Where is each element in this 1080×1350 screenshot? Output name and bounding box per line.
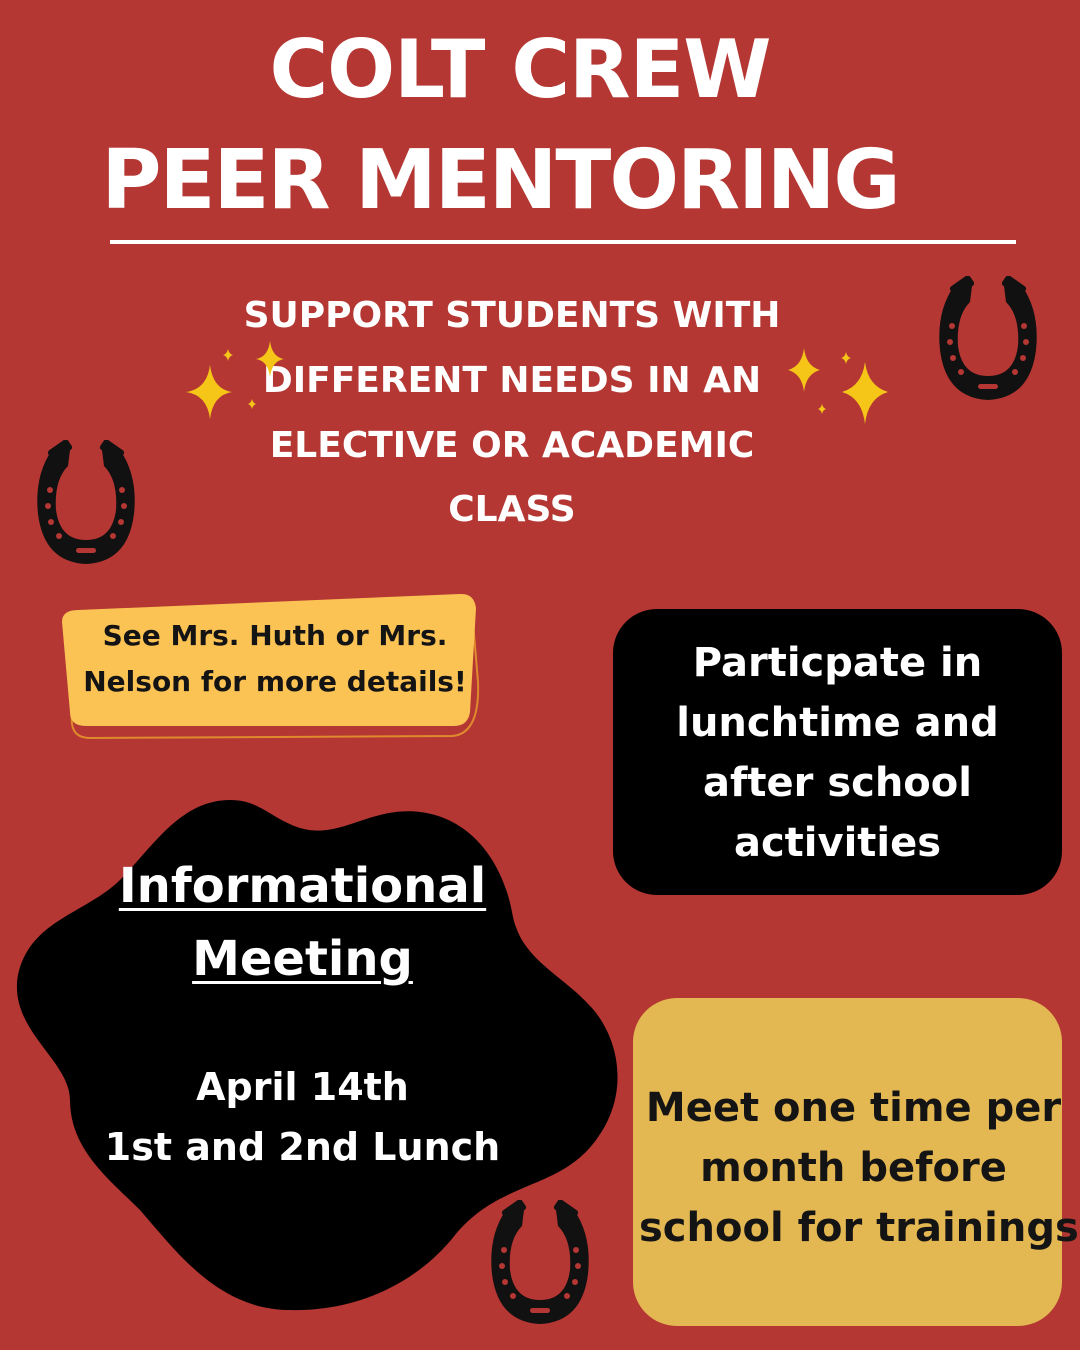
subtitle-line: ELECTIVE OR ACADEMIC [269, 425, 755, 466]
title-line-1: COLT CREW [269, 23, 771, 116]
training-card [633, 998, 1079, 1326]
meeting-time: 1st and 2nd Lunch [104, 1125, 501, 1169]
subtitle-line: CLASS [448, 489, 576, 530]
contact-text-line: Nelson for more details! [83, 665, 467, 698]
title-line-2: PEER MENTORING [101, 133, 899, 228]
activities-text-line: activities [733, 820, 942, 866]
subtitle-line: DIFFERENT NEEDS IN AN [262, 360, 762, 401]
meeting-heading: Informational [118, 858, 487, 914]
training-text-line: month before [700, 1145, 1007, 1191]
meeting-heading: Meeting [192, 931, 413, 987]
subtitle-line: SUPPORT STUDENTS WITH [243, 295, 781, 336]
activities-text-line: Particpate in [692, 640, 983, 686]
activities-text-line: lunchtime and [676, 700, 999, 746]
activities-text-line: after school [703, 760, 972, 806]
training-text-line: school for trainings [639, 1205, 1079, 1251]
contact-text-line: See Mrs. Huth or Mrs. [102, 619, 448, 652]
training-text-line: Meet one time per [645, 1085, 1062, 1131]
meeting-date: April 14th [196, 1065, 409, 1109]
